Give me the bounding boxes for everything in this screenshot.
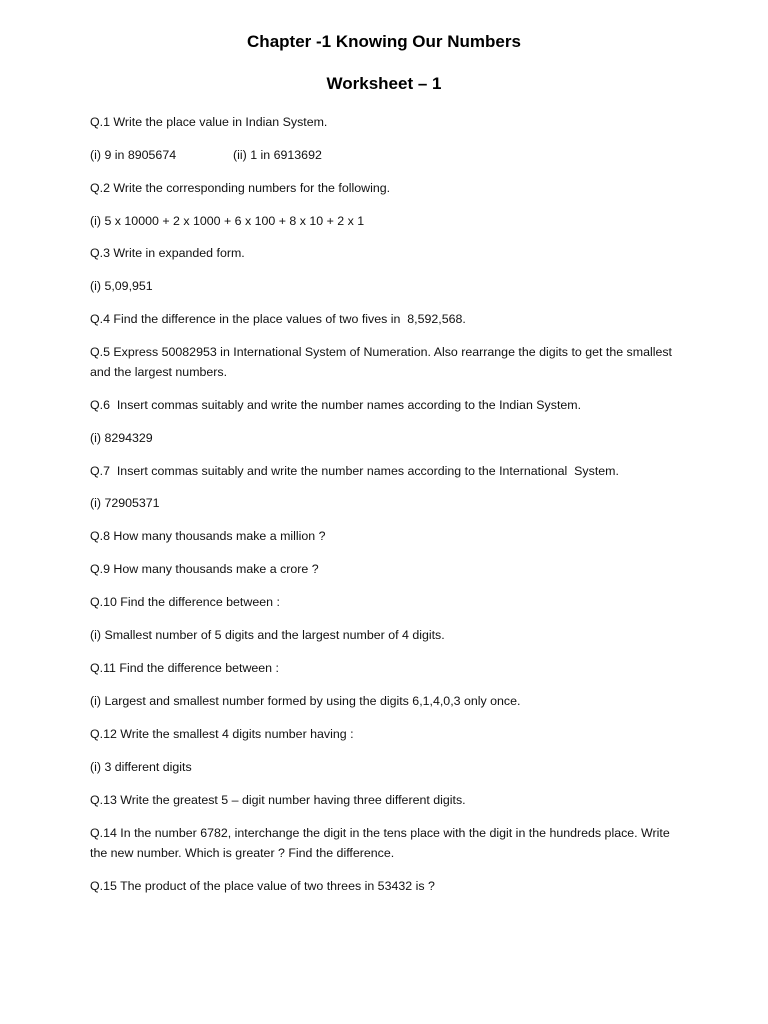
question-1-part-ii: (ii) 1 in 6913692 [233, 148, 322, 162]
question-12: Q.12 Write the smallest 4 digits number having : [90, 727, 354, 741]
question-1: Q.1 Write the place value in Indian System. [90, 115, 328, 129]
question-3-part-i: (i) 5,09,951 [90, 279, 153, 293]
question-15: Q.15 The product of the place value of two threes in 53432 is ? [90, 879, 435, 893]
question-12-part-i: (i) 3 different digits [90, 760, 192, 774]
question-4: Q.4 Find the difference in the place values of two fives in 8,592,568. [90, 312, 466, 326]
question-2-part-i: (i) 5 x 10000 + 2 x 1000 + 6 x 100 + 8 x 10 + 2 x 1 [90, 214, 365, 228]
question-13: Q.13 Write the greatest 5 – digit number having three different digits. [90, 793, 466, 807]
question-7: Q.7 Insert commas suitably and write the number names according to the International System. [90, 464, 619, 478]
question-1-parts [90, 145, 680, 165]
question-8: Q.8 How many thousands make a million ? [90, 529, 326, 543]
chapter-title: Chapter -1 Knowing Our Numbers [247, 32, 521, 51]
worksheet-title: Worksheet – 1 [326, 74, 442, 93]
question-6: Q.6 Insert commas suitably and write the number names according to the Indian System. [90, 398, 582, 412]
question-3: Q.3 Write in expanded form. [90, 246, 245, 260]
question-5: Q.5 Express 50082953 in International System of Numeration. Also rearrange the digits to get the smallest and the largest numbers. [90, 345, 676, 379]
question-10: Q.10 Find the difference between : [90, 595, 280, 609]
question-9: Q.9 How many thousands make a crore ? [90, 562, 319, 576]
question-10-part-i: (i) Smallest number of 5 digits and the largest number of 4 digits. [90, 628, 445, 642]
question-11: Q.11 Find the difference between : [90, 661, 279, 675]
question-7-part-i: (i) 72905371 [90, 496, 160, 510]
question-1-part-i: (i) 9 in 8905674 [90, 148, 177, 162]
question-14: Q.14 In the number 6782, interchange the digit in the tens place with the digit in the hundreds place. Write the new number. Which is greater ? Find the difference. [90, 826, 674, 860]
question-2: Q.2 Write the corresponding numbers for the following. [90, 181, 391, 195]
question-11-part-i: (i) Largest and smallest number formed by using the digits 6,1,4,0,3 only once. [90, 694, 521, 708]
question-6-part-i: (i) 8294329 [90, 431, 153, 445]
